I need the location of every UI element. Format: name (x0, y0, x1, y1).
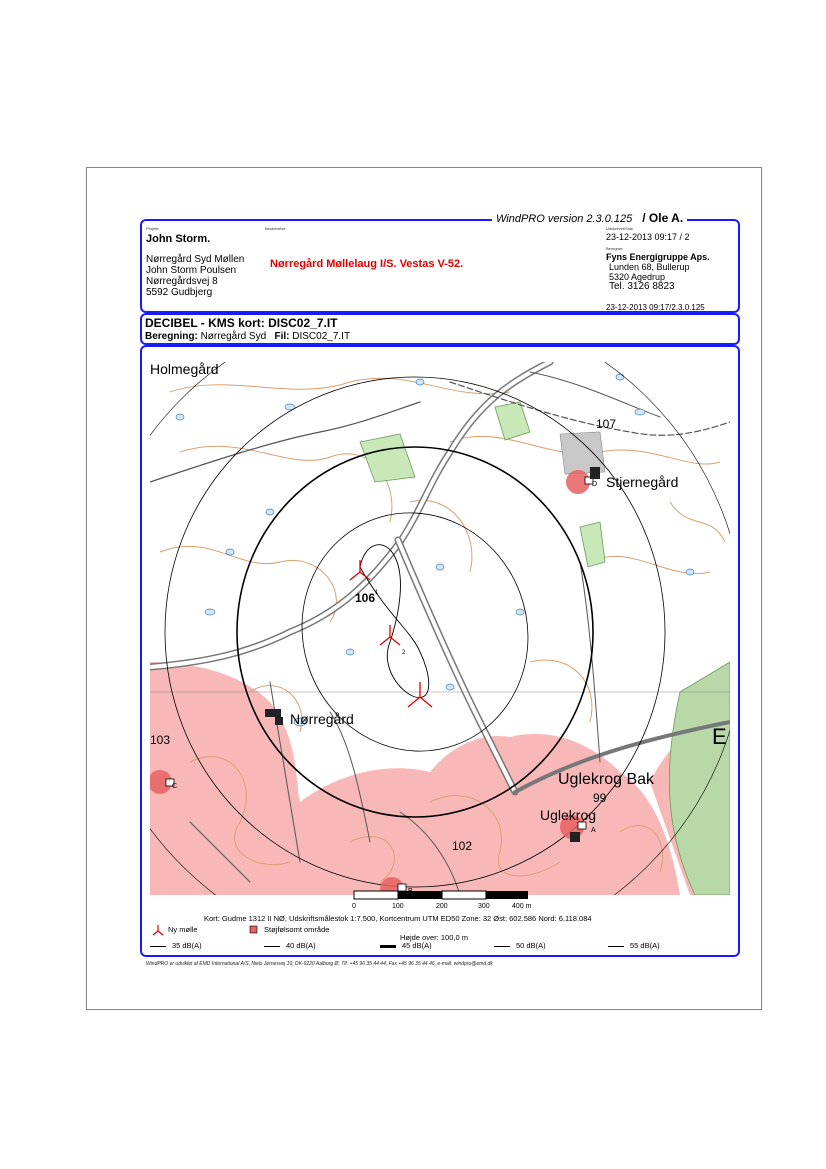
project-label: Projekt: (146, 226, 160, 231)
page-title: DECIBEL - KMS kort: DISC02_7.IT (145, 316, 338, 330)
elevation-label: 103 (150, 733, 171, 747)
client-address: Nørregård Syd Møllen John Storm Poulsen Nørregårdsvej 8 5592 Gudbjerg (146, 254, 245, 298)
place-label: Uglekrog Bak (558, 771, 655, 788)
elevation-label: 99 (593, 791, 607, 805)
client-name: John Storm. (146, 233, 211, 245)
place-label: Uglekrog (540, 807, 597, 823)
place-label: E (712, 724, 727, 749)
place-label: Stjernegård (606, 474, 679, 490)
elevation-label: 102 (452, 839, 473, 853)
printed-date: 23-12-2013 09:17 / 2 (606, 232, 690, 242)
calculated-label: Beregnet: (606, 246, 624, 251)
footer-text: WindPRO er udviklet af EMD International A/S, Niels Jernesvej 10, DK-9220 Aalborg Ø, Tlf. +45 96 35 44 44, Fax +45 96 35 44 46, e-mail: windpro@emd.dk (146, 961, 493, 967)
elevation-label: 106 (355, 591, 376, 605)
turbine-number: 2 (402, 650, 406, 656)
svg-text:0: 0 (352, 903, 356, 910)
new-turbine-icon (150, 924, 170, 936)
noise-map (150, 362, 730, 895)
turbine-number: 1 (375, 590, 379, 596)
svg-text:300: 300 (478, 903, 490, 910)
noise-area-icon (248, 924, 260, 936)
legend-height: Højde over: 100,0 m (400, 933, 468, 942)
calc-line: Beregning: Nørregård Syd Fil: DISC02_7.IT (145, 331, 351, 342)
svg-text:200: 200 (436, 903, 448, 910)
map-info: Kort: Gudme 1312 II NØ, Udskriftsmålestok 1:7.500, Kortcentrum UTM ED50 Zone: 32 Øst: 602.586 Nord: 6.118.084 (204, 914, 592, 923)
calc-date: 23-12-2013 09:17/2.3.0.125 (606, 303, 705, 312)
elevation-label: 107 (596, 417, 617, 431)
svg-text:400 m: 400 m (512, 903, 532, 910)
legend-noise-area: Støjfølsomt område (264, 925, 330, 934)
receptor-label: C (172, 783, 178, 790)
receptor-label: D (592, 481, 598, 488)
place-label: Nørregård (290, 711, 354, 727)
svg-text:100: 100 (392, 903, 404, 910)
company-info: Fyns Energigruppe Aps. Lunden 68, Bullerup 5320 Agedrup Tel. 3126 8823 (606, 252, 710, 292)
version-label: WindPRO version 2.3.0.125 / Ole A. (492, 211, 687, 225)
scale-bar (352, 890, 532, 910)
legend-new-turbine: Ny mølle (168, 925, 198, 934)
description-label: Beskrivelse: (265, 226, 287, 231)
receptor-label: A (591, 827, 596, 834)
place-label: Holmegård (150, 362, 219, 377)
printed-label: Udskrevet/Side (606, 226, 634, 231)
project-title: Nørregård Møllelaug I/S. Vestas V-52. (270, 258, 464, 270)
